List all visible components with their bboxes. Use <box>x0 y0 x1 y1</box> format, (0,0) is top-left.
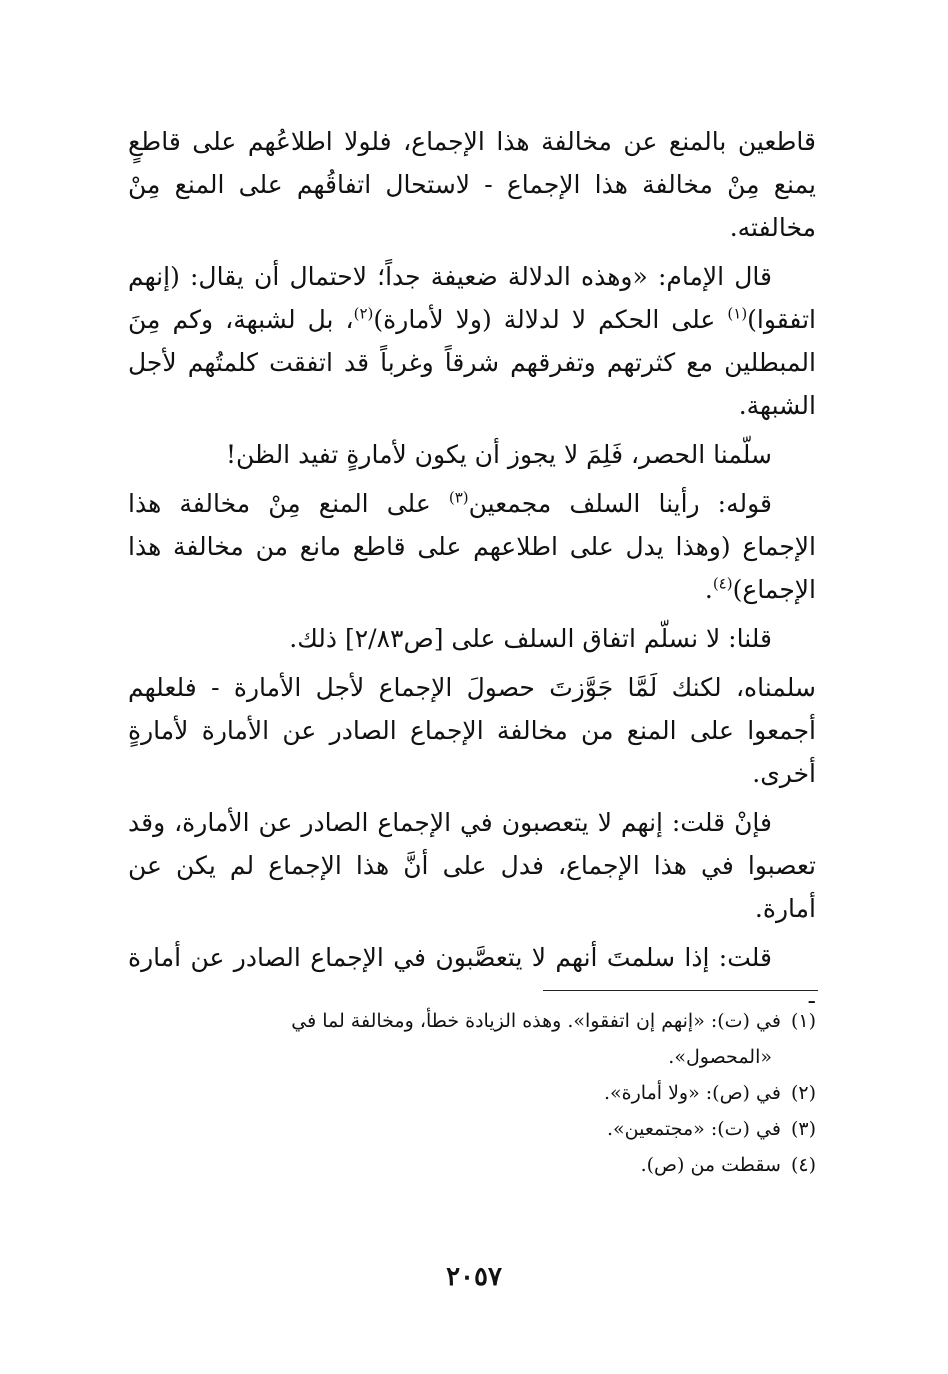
paragraph-8: قلت: إذا سلمتَ أنهم لا يتعصَّبون في الإجماع الصادر عن أمارة - <box>128 943 816 1015</box>
footnote-4 <box>128 1147 816 1183</box>
paragraph-7: فإنْ قلت: إنهم لا يتعصبون في الإجماع الصادر عن الأمارة، وقد تعصبوا في هذا الإجماع، فدل على أنَّ هذا الإجماع لم يكن عن أمارة. <box>128 808 816 923</box>
footnote-continuation: «المحصول». <box>668 1046 772 1069</box>
paragraph-2-part-a: قال الإمام: «وهذه الدلالة ضعيفة جداً؛ لاحتمال أن يقال: (إنهم اتفقوا) <box>128 262 816 334</box>
footnote-text: في (ت): «مجتمعين». <box>607 1118 781 1141</box>
footnote-text: في (ت): «إنهم إن اتفقوا». وهذه الزيادة خطأ، ومخالفة لما في <box>291 1010 781 1032</box>
footnote-ref-3: (٣) <box>448 488 469 507</box>
paragraph-4 <box>128 482 816 611</box>
footnote-ref-2: (٢) <box>353 304 374 323</box>
paragraph-3: سلّمنا الحصر، فَلِمَ لا يجوز أن يكون لأمارةٍ تفيد الظن! <box>225 440 772 469</box>
footnotes <box>128 1003 816 1183</box>
footnote-text: سقطت من (ص). <box>640 1154 781 1177</box>
footnote-1 <box>128 1003 816 1075</box>
footnote-number: (٣) <box>790 1118 816 1141</box>
footnote-3 <box>128 1111 816 1147</box>
footnote-number: (١) <box>790 1010 816 1032</box>
footnote-number: (٤) <box>790 1154 816 1177</box>
paragraph-1: قاطعين بالمنع عن مخالفة هذا الإجماع، فلولا اطلاعُهم على قاطعٍ يمنع مِنْ مخالفة هذا الإجماع - لاستحال اتفاقُهم على المنع مِنْ مخالفته. <box>128 127 816 242</box>
paragraph-6: سلمناه، لكنك لَمَّا جَوَّزتَ حصولَ الإجماع لأجل الأمارة - فلعلهم أجمعوا على المنع من مخالفة الإجماع الصادر عن الأمارة لأمارةٍ أخرى. <box>128 673 816 788</box>
main-text <box>128 120 816 1022</box>
footnote-text: في (ص): «ولا أمارة». <box>604 1082 781 1105</box>
footnote-ref-4: (٤) <box>712 574 733 593</box>
footnote-2 <box>128 1075 816 1111</box>
paragraph-5: قلنا: لا نسلّم اتفاق السلف على [ص٢/٨٣] ذلك. <box>289 624 772 653</box>
footnote-ref-1: (١) <box>727 304 748 323</box>
footnote-number: (٢) <box>790 1082 816 1105</box>
footnote-separator <box>543 990 818 991</box>
paragraph-2 <box>128 255 816 427</box>
paragraph-2-part-b: على الحكم لا لدلالة (ولا لأمارة) <box>373 305 728 334</box>
paragraph-4-part-c: . <box>704 575 713 604</box>
paragraph-4-part-b: على المنع مِنْ مخالفة هذا الإجماع (وهذا يدل على اطلاعهم على قاطع مانع من مخالفة هذا الإجماع) <box>128 489 816 604</box>
paragraph-2-part-c: ، بل لشبهة، وكم مِنَ المبطلين مع كثرتهم وتفرقهم شرقاً وغرباً قد اتفقت كلمتُهم لأجل الشبهة. <box>128 305 816 420</box>
page-number: ٢٠٥٧ <box>446 1262 502 1292</box>
paragraph-4-part-a: قوله: رأينا السلف مجمعين <box>468 489 772 518</box>
